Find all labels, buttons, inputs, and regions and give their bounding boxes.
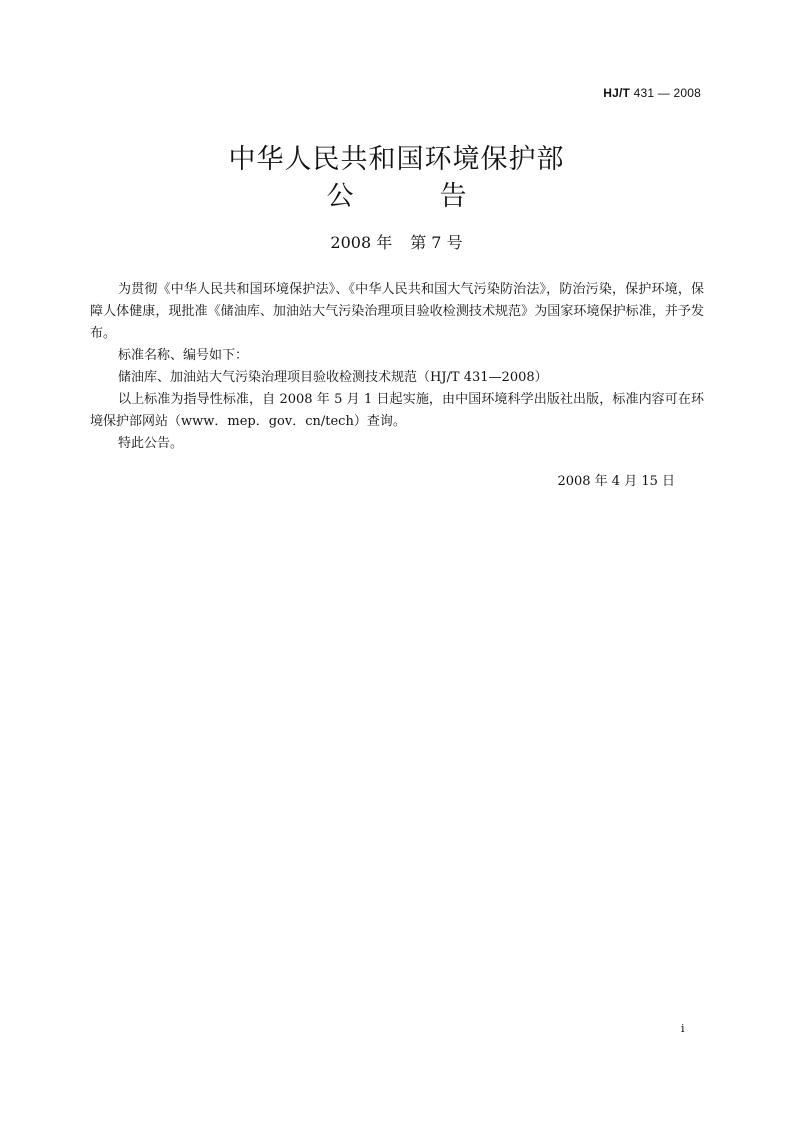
body-paragraph: 标准名称、编号如下： bbox=[118, 348, 249, 363]
issue-number: 第 7 号 bbox=[410, 233, 463, 252]
body-paragraph: 特此公告。 bbox=[118, 436, 184, 451]
body-paragraph: 储油库、加油站大气污染治理项目验收检测技术规范（HJ/T 431—2008） bbox=[118, 370, 548, 385]
body-paragraph: 以上标准为指导性标准，自 2008 年 5 月 1 日起实施，由中国环境科学出版社出版，标准内容可在环境保护部网站（www．mep．gov．cn/tech）查询。 bbox=[90, 392, 704, 429]
page-number: i bbox=[681, 1022, 685, 1035]
standard-number bbox=[603, 86, 701, 100]
body-paragraph: 为贯彻《中华人民共和国环境保护法》、《中华人民共和国大气污染防治法》，防治污染，保护环境，保障人体健康，现批准《储油库、加油站大气污染治理项目验收检测技术规范》为国家环境保护标准，并予发布。 bbox=[90, 282, 704, 341]
issue-line bbox=[0, 230, 793, 253]
organization-title: 中华人民共和国环境保护部 bbox=[228, 144, 565, 175]
standard-number-value: 431 — 2008 bbox=[633, 86, 701, 100]
issue-year: 2008 年 bbox=[330, 233, 393, 252]
notice-body bbox=[90, 279, 704, 455]
standard-code: HJ/T bbox=[603, 86, 631, 100]
notice-date: 2008 年 4 月 15 日 bbox=[557, 474, 675, 489]
notice-title: 公告 bbox=[326, 181, 553, 212]
